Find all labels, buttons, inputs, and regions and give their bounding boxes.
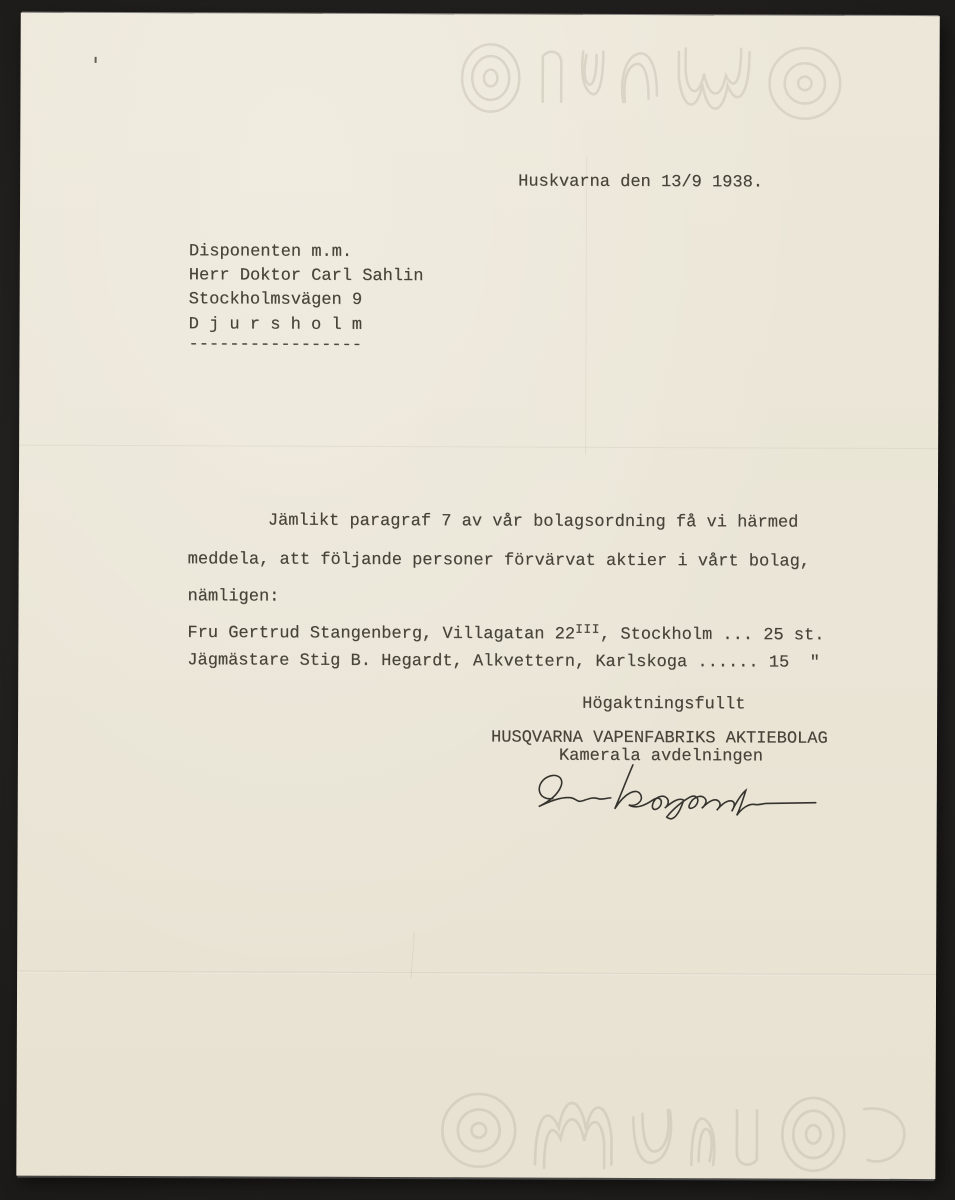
share-entry-1-floor-superscript: III — [575, 621, 601, 637]
paper-speck — [95, 57, 97, 63]
recipient-underline: ----------------- — [188, 335, 362, 355]
body-paragraph-line-3: nämligen: — [187, 587, 280, 607]
company-name: HUSQVARNA VAPENFABRIKS AKTIEBOLAG — [490, 728, 828, 749]
department-name: Kamerala avdelningen — [558, 746, 764, 767]
fold-line-upper — [19, 445, 938, 450]
fold-line-lower — [17, 971, 936, 977]
recipient-title: Disponenten m.m. — [188, 242, 353, 262]
recipient-street: Stockholmsvägen 9 — [188, 290, 363, 310]
recipient-city: D j u r s h o l m — [188, 315, 363, 335]
recipient-name: Herr Doktor Carl Sahlin — [188, 266, 424, 287]
date-line: Huskvarna den 13/9 1938. — [518, 172, 764, 193]
share-entry-1 — [187, 617, 824, 646]
paper-watermark-bottom — [431, 1080, 939, 1179]
crease-vertical-lower — [410, 932, 414, 978]
share-entry-1-text: Fru Gertrud Stangenberg, Villagatan 22 — [187, 623, 576, 645]
closing-salute: Högaktningsfullt — [582, 694, 746, 715]
body-paragraph-line-1: Jämlikt paragraf 7 av vår bolagsordning få vi härmed — [267, 511, 799, 533]
body-paragraph-line-2: meddela, att följande personer förvärvat aktier i vårt bolag, — [187, 550, 811, 572]
paper-watermark-top — [428, 16, 849, 158]
crease-vertical-upper — [585, 155, 587, 455]
letter-page — [16, 13, 939, 1180]
share-entry-1-amount: , Stockholm ... 25 st. — [599, 625, 825, 646]
share-entry-2: Jägmästare Stig B. Hegardt, Alkvettern, Karlskoga ...... 15 ″ — [187, 651, 820, 673]
